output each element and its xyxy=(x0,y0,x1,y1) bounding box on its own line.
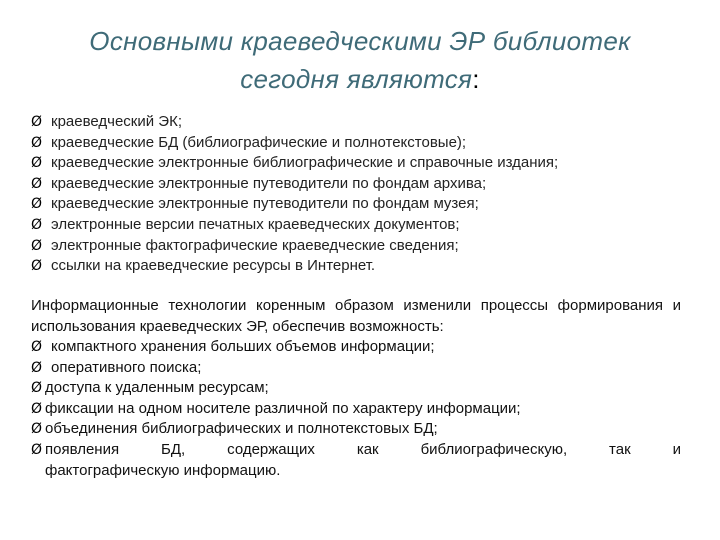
resources-list xyxy=(31,112,691,277)
list-item-text: краеведческие электронные библиографические и справочные издания; xyxy=(51,154,559,172)
list-item xyxy=(31,153,691,174)
arrow-bullet-icon: Ø xyxy=(31,400,43,417)
arrow-bullet-icon: Ø xyxy=(31,359,43,376)
list-item xyxy=(31,215,691,236)
arrow-bullet-icon: Ø xyxy=(31,155,43,172)
list-item xyxy=(31,256,691,277)
list-item-text: электронные версии печатных краеведческих документов; xyxy=(51,215,460,233)
list-item-text: появления БД, содержащих как библиографическую, так и xyxy=(45,440,681,458)
list-item xyxy=(31,399,681,420)
list-item-text: электронные фактографические краеведческие сведения; xyxy=(51,236,459,254)
arrow-bullet-icon: Ø xyxy=(31,175,43,192)
list-item xyxy=(31,337,681,358)
list-item xyxy=(31,133,691,154)
capabilities-list xyxy=(31,337,681,481)
arrow-bullet-icon: Ø xyxy=(31,134,43,151)
list-item-text: объединения библиографических и полнотекстовых БД; xyxy=(45,420,438,438)
slide-title xyxy=(40,22,680,98)
list-item xyxy=(31,112,691,133)
list-item-text: краеведческие БД (библиографические и полнотекстовые); xyxy=(51,133,467,151)
arrow-bullet-icon: Ø xyxy=(31,380,43,397)
list-item-text: краеведческие электронные путеводители по фондам музея; xyxy=(51,195,479,213)
arrow-bullet-icon: Ø xyxy=(31,237,43,254)
list-item-text: фиксации на одном носителе различной по характеру информации; xyxy=(45,399,521,417)
slide-title-colon: : xyxy=(472,64,480,94)
arrow-bullet-icon: Ø xyxy=(31,216,43,233)
list-item xyxy=(31,419,681,440)
slide-title-text: Основными краеведческими ЭР библиотек сегодня являются xyxy=(89,26,631,94)
list-item-text: краеведческий ЭК; xyxy=(51,113,182,130)
list-item-text: доступа к удаленным ресурсам; xyxy=(45,379,269,397)
list-item xyxy=(31,174,691,195)
list-item-text: оперативного поиска; xyxy=(51,358,202,376)
intro-paragraph: Информационные технологии коренным образом изменили процессы формирования и использования краеведческих ЭР, обеспечив возможность: xyxy=(31,297,681,335)
list-item xyxy=(31,358,681,379)
list-item-text-continued: фактографическую информацию. xyxy=(45,461,281,479)
list-item xyxy=(31,236,691,257)
list-item-text: компактного хранения больших объемов информации; xyxy=(51,338,435,355)
list-item-text: краеведческие электронные путеводители по фондам архива; xyxy=(51,174,487,192)
arrow-bullet-icon: Ø xyxy=(31,196,43,213)
list-item xyxy=(31,378,681,399)
list-item xyxy=(31,194,691,215)
arrow-bullet-icon: Ø xyxy=(31,258,43,275)
arrow-bullet-icon: Ø xyxy=(31,339,43,355)
arrow-bullet-icon: Ø xyxy=(31,114,43,130)
arrow-bullet-icon: Ø xyxy=(31,421,43,438)
list-item-text: ссылки на краеведческие ресурсы в Интернет. xyxy=(51,257,376,275)
arrow-bullet-icon: Ø xyxy=(31,441,43,458)
list-item xyxy=(31,440,681,481)
